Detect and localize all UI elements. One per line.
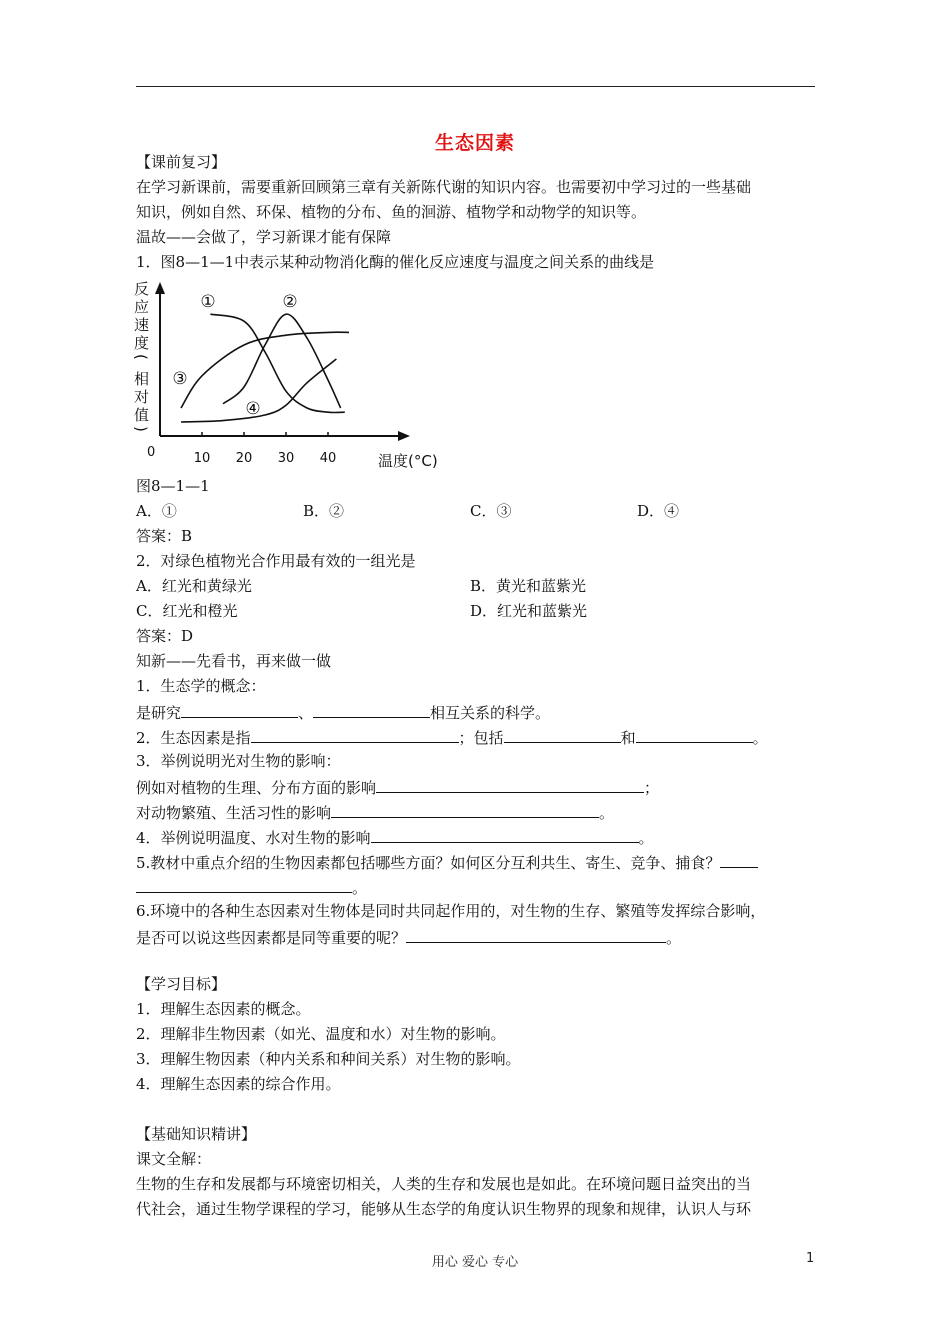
item-3a <box>136 776 659 798</box>
goal-item: 2．理解非生物因素（如光、温度和水）对生物的影响。 <box>136 1025 506 1043</box>
q2-option-b: B．黄光和蓝紫光 <box>470 577 587 595</box>
blank-field[interactable] <box>181 701 298 718</box>
curve-label-3: ③ <box>172 369 188 389</box>
item-4-end: 。 <box>638 829 654 847</box>
x-tick-label: 20 <box>235 451 253 466</box>
blank-field[interactable] <box>136 876 352 893</box>
curve-label-1: ① <box>200 292 216 312</box>
item-1: 1．生态学的概念： <box>136 677 266 695</box>
blank-field[interactable] <box>406 926 666 943</box>
item-5-text: 5.教材中重点介绍的生物因素都包括哪些方面？如何区分互利共生、寄生、竞争、捕食？ <box>136 854 721 872</box>
x-tick-label: 30 <box>277 451 295 466</box>
blank-field[interactable] <box>371 826 639 843</box>
section-basics-heading: 【基础知识精讲】 <box>136 1125 257 1143</box>
goal-item: 1．理解生态因素的概念。 <box>136 1000 311 1018</box>
blank-field[interactable] <box>376 776 644 793</box>
section-goals-heading: 【学习目标】 <box>136 975 227 993</box>
page-number: 1 <box>806 1251 815 1266</box>
item-1-fill <box>136 701 550 723</box>
item-3b-text: 对动物繁殖、生活习性的影响 <box>136 804 332 822</box>
y-axis-label-char: 相 <box>134 370 150 388</box>
item-1-text-c: 相互关系的科学。 <box>430 704 551 722</box>
curve-label-4: ④ <box>245 399 261 419</box>
curve-1 <box>210 314 344 412</box>
q1-answer: 答案：B <box>136 527 193 545</box>
curve-label-2: ② <box>282 292 298 312</box>
x-tick-label: 10 <box>193 451 211 466</box>
y-axis-label-char: 值 <box>134 406 150 424</box>
item-2-text-c: 和 <box>620 729 636 747</box>
curve-2 <box>223 314 341 408</box>
blank-field[interactable] <box>313 701 430 718</box>
item-4 <box>136 826 654 848</box>
q1-option-a: A．① <box>136 502 177 520</box>
item-2-text-d: 。 <box>752 729 768 747</box>
blank-field[interactable] <box>504 726 621 743</box>
body-line-1: 生物的生存和发展都与环境密切相关，人类的生存和发展也是如此。在环境问题日益突出的当 <box>136 1175 752 1193</box>
q2-option-a: A．红光和黄绿光 <box>136 577 252 595</box>
blank-field[interactable] <box>331 801 599 818</box>
y-axis-label-char: 反 <box>134 280 150 298</box>
y-axis-label-char: 度 <box>134 334 150 352</box>
intro-line-1: 在学习新课前，需要重新回顾第三章有关新陈代谢的知识内容。也需要初中学习过的一些基础 <box>136 178 752 196</box>
x-tick-label: 40 <box>319 451 337 466</box>
item-2-text-b: ；包括 <box>458 729 504 747</box>
y-axis-label-char: 应 <box>134 298 150 316</box>
origin-label: 0 <box>147 445 156 460</box>
item-3b-end: 。 <box>599 804 615 822</box>
review-subheading: 温故——会做了，学习新课才能有保障 <box>136 228 392 246</box>
item-3a-text: 例如对植物的生理、分布方面的影响 <box>136 779 377 797</box>
y-axis-label-char: 对 <box>134 388 150 406</box>
item-2 <box>136 726 768 748</box>
figure-caption: 图8—1—1 <box>136 477 210 495</box>
x-axis-label: 温度(°C) <box>378 452 438 470</box>
item-1-text-b: 、 <box>298 704 314 722</box>
item-3: 3．举例说明光对生物的影响： <box>136 752 341 770</box>
item-5-continued <box>136 876 367 898</box>
intro-line-2: 知识，例如自然、环保、植物的分布、鱼的洄游、植物学和动物学的知识等。 <box>136 203 647 221</box>
item-3a-end: ； <box>644 779 660 797</box>
y-axis-label-char: ) <box>132 426 150 432</box>
q2-option-d: D．红光和蓝紫光 <box>470 602 588 620</box>
item-5-end: 。 <box>352 879 368 897</box>
item-4-text: 4．举例说明温度、水对生物的影响 <box>136 829 371 847</box>
q2-answer: 答案：D <box>136 627 194 645</box>
y-axis-label-char: ( <box>132 354 150 360</box>
y-axis-arrow <box>155 282 165 294</box>
item-1-text-a: 是研究 <box>136 704 182 722</box>
body-line-2: 代社会，通过生物学课程的学习，能够从生态学的角度认识生物界的现象和规律，认识人与环 <box>136 1200 752 1218</box>
header-rule <box>136 86 815 87</box>
item-6-end: 。 <box>666 929 682 947</box>
q2-option-c: C．红光和橙光 <box>136 602 238 620</box>
q1-option-b: B．② <box>303 502 345 520</box>
item-3b <box>136 801 614 823</box>
goal-item: 4．理解生态因素的综合作用。 <box>136 1075 341 1093</box>
page-title: 生态因素 <box>434 132 515 154</box>
blank-field[interactable] <box>636 726 753 743</box>
q1-option-d: D．④ <box>637 502 680 520</box>
x-axis-arrow <box>398 431 410 441</box>
item-6-line-1: 6.环境中的各种生态因素对生物体是同时共同起作用的，对生物的生存、繁殖等发挥综合影响， <box>136 902 766 920</box>
y-axis-label <box>132 280 150 432</box>
item-5 <box>136 851 758 873</box>
section-review-heading: 【课前复习】 <box>136 153 227 171</box>
question-1-stem: 1．图8—1—1中表示某种动物消化酶的催化反应速度与温度之间关系的曲线是 <box>136 253 655 271</box>
blank-field[interactable] <box>251 726 459 743</box>
footer-motto: 用心 爱心 专心 <box>431 1255 519 1270</box>
new-knowledge-heading: 知新——先看书，再来做一做 <box>136 652 332 670</box>
item-6-text: 是否可以说这些因素都是同等重要的呢？ <box>136 929 407 947</box>
blank-field[interactable] <box>720 851 758 868</box>
y-axis-label-char: 速 <box>134 316 150 334</box>
item-2-text-a: 2．生态因素是指 <box>136 729 251 747</box>
text-explanation-heading: 课文全解： <box>136 1150 212 1168</box>
q1-option-c: C．③ <box>470 502 512 520</box>
enzyme-rate-chart <box>132 278 460 478</box>
item-6-line-2 <box>136 926 681 948</box>
goal-item: 3．理解生物因素（种内关系和种间关系）对生物的影响。 <box>136 1050 521 1068</box>
question-2-stem: 2．对绿色植物光合作用最有效的一组光是 <box>136 552 416 570</box>
